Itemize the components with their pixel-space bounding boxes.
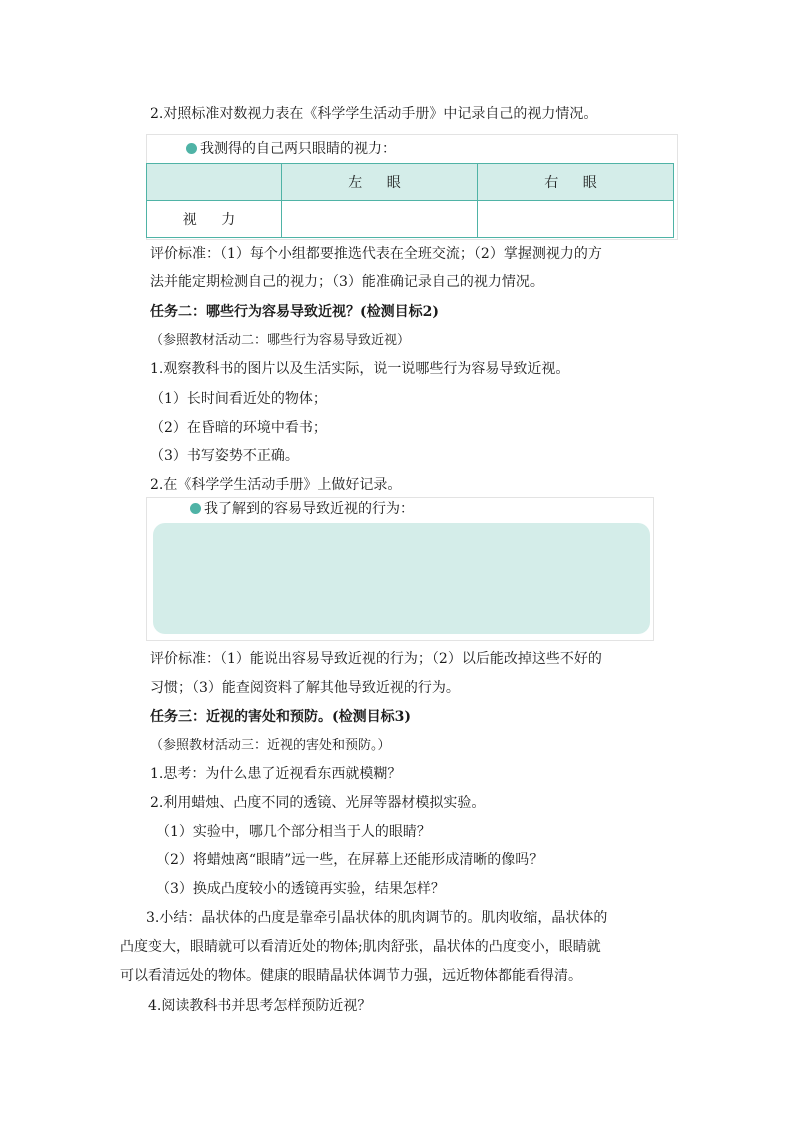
line-13: 评价标准：（1）能说出容易导致近视的行为；（2）以后能改掉这些不好的: [150, 651, 602, 667]
line-22: 3.小结：晶状体的凸度是靠牵引晶状体的肌肉调节的。肌肉收缩，晶状体的: [146, 910, 608, 926]
line-8: （1）长时间看近处的物体；: [150, 391, 327, 407]
line-9: （2）在昏暗的环境中看书；: [150, 420, 327, 436]
line-7: 1.观察教科书的图片以及生活实际，说一说哪些行为容易导致近视。: [150, 361, 570, 377]
line-23: 凸度变大，眼睛就可以看清近处的物体;肌肉舒张，晶状体的凸度变小，眼睛就: [120, 939, 601, 955]
line-20: （2）将蜡烛离“眼睛”远一些，在屏幕上还能形成清晰的像吗？: [156, 852, 544, 868]
right-eye-value-cell[interactable]: [478, 201, 674, 238]
vision-prompt: 我测得的自己两只眼睛的视力：: [186, 139, 396, 159]
vision-table-row-label: 视 力: [147, 201, 282, 238]
task-two-heading: 任务二：哪些行为容易导致近视？(检测目标2): [150, 304, 439, 320]
vision-table: [146, 163, 674, 238]
line-17: 1.思考：为什么患了近视看东西就模糊？: [150, 766, 402, 782]
vision-table-header: [147, 164, 674, 201]
line-21: （3）换成凸度较小的透镜再实验，结果怎样？: [156, 881, 445, 897]
line-14: 习惯；（3）能查阅资料了解其他导致近视的行为。: [150, 680, 460, 696]
line-11: 2.在《科学学生活动手册》上做好记录。: [150, 477, 402, 493]
line-1: 2.对照标准对数视力表在《科学学生活动手册》中记录自己的视力情况。: [150, 106, 598, 122]
record-prompt: 我了解到的容易导致近视的行为：: [190, 499, 414, 519]
line-16: （参照教材活动三：近视的害处和预防。）: [150, 738, 391, 753]
vision-table-header-right-eye: 右 眼: [478, 164, 674, 201]
line-4: 法并能定期检测自己的视力；（3）能准确记录自己的视力情况。: [150, 274, 544, 290]
vision-table-header-left-eye: 左 眼: [282, 164, 478, 201]
bullet-dot-icon: [186, 143, 197, 154]
line-25: 4.阅读教科书并思考怎样预防近视？: [148, 998, 372, 1014]
line-24: 可以看清远处的物体。健康的眼睛晶状体调节力强，远近物体都能看得清。: [120, 968, 582, 984]
task-three-heading: 任务三：近视的害处和预防。(检测目标3): [150, 709, 411, 725]
bullet-dot-icon: [190, 503, 201, 514]
line-6: （参照教材活动二：哪些行为容易导致近视）: [150, 333, 411, 348]
record-answer-area[interactable]: [153, 523, 650, 634]
line-18: 2.利用蜡烛、凸度不同的透镜、光屏等器材模拟实验。: [150, 795, 486, 811]
line-3: 评价标准：（1）每个小组都要推选代表在全班交流；（2）掌握测视力的方: [150, 246, 602, 262]
line-10: （3）书写姿势不正确。: [150, 448, 299, 464]
vision-table-row: [147, 201, 674, 238]
vision-table-header-cell: [147, 164, 282, 201]
line-19: （1）实验中，哪几个部分相当于人的眼睛？: [156, 824, 431, 840]
left-eye-value-cell[interactable]: [282, 201, 478, 238]
